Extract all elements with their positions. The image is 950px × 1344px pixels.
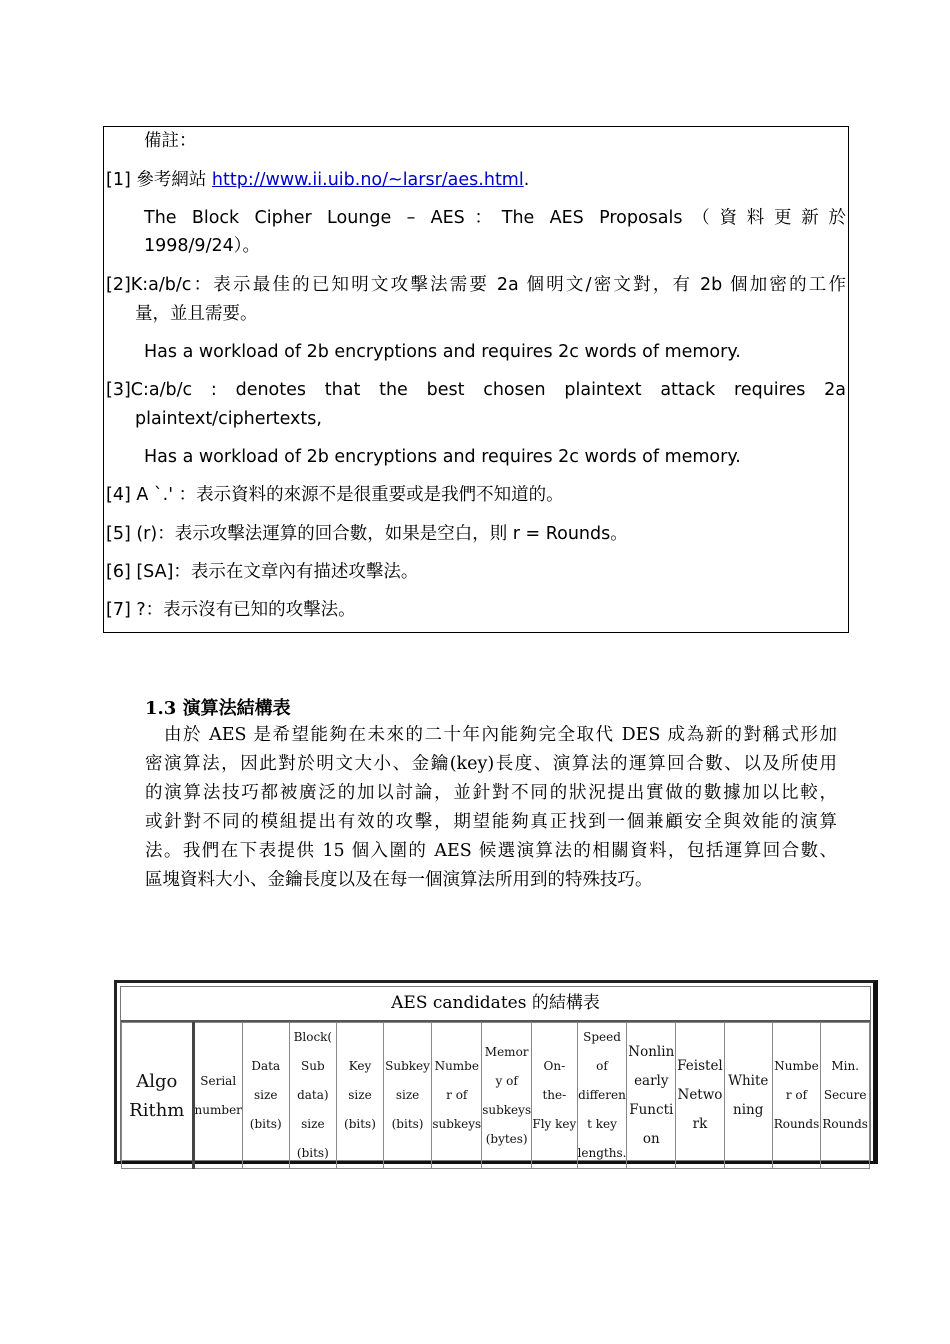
header-cell-algorithm (122, 1023, 194, 1169)
header-line: (bits) (249, 1117, 282, 1131)
header-cell-whitening (724, 1023, 772, 1169)
header-line: Sub (301, 1059, 325, 1073)
header-cell-key-size (337, 1023, 384, 1169)
header-cell-number-of-rounds (772, 1023, 821, 1169)
header-cell-serial (193, 1023, 242, 1169)
header-line: Block( (293, 1030, 333, 1044)
header-line: size (395, 1088, 420, 1102)
header-line: Fly key (532, 1117, 577, 1131)
note-1-suffix: . (523, 170, 530, 190)
header-line: size (254, 1088, 278, 1102)
header-line: of (596, 1059, 608, 1073)
table-header-row (122, 1023, 870, 1169)
header-line: Numbe (434, 1059, 479, 1073)
header-cell-feistel-network (676, 1023, 725, 1169)
header-cell-data-size (242, 1023, 289, 1169)
paragraph-line: 由於 AES 是希望能夠在未來的二十年內能夠完全取代 DES 成為新的對稱式形加 (145, 725, 837, 745)
note-1 (106, 166, 529, 194)
header-line: subkeys (482, 1102, 532, 1117)
header-line: r of (446, 1088, 468, 1102)
header-line: Rounds (822, 1117, 868, 1131)
section-title: 1.3 演算法結構表 (145, 698, 291, 719)
paragraph-line: 法。我們在下表提供 15 個入圍的 AES 候選演算法的相關資料，包括運算回合數、 (145, 841, 837, 861)
header-cell-memory-of-subkeys (482, 1023, 532, 1169)
note-5: [5] (r)：表示攻擊法運算的回合數，如果是空白，則 r = Rounds。 (106, 524, 628, 544)
paragraph-line: 或針對不同的模組提出有效的攻擊，期望能夠真正找到一個兼顧安全與效能的演算 (145, 812, 837, 832)
header-line: t key (587, 1117, 617, 1131)
table-title: AES candidates 的結構表 (121, 987, 870, 1022)
header-cell-speed (577, 1023, 627, 1169)
header-line: r of (785, 1088, 808, 1102)
header-line: number (194, 1102, 242, 1117)
note-3-line-1: [3]C:a/b/c : denotes that the best chosen plaintext attack requires 2a (106, 380, 846, 400)
header-line: Speed (583, 1030, 621, 1044)
note-2-line-1: [2]K:a/b/c：表示最佳的已知明文攻擊法需要 2a 個明文/密文對，有 2b 個加密的工作 (106, 275, 846, 295)
header-line: differen (578, 1088, 626, 1102)
header-line: Rounds (773, 1117, 820, 1131)
header-line: rk (692, 1116, 708, 1132)
header-cell-number-of-subkeys (432, 1023, 482, 1169)
notes-box (103, 126, 849, 633)
header-line: y of (495, 1073, 518, 1088)
header-line: Min. (831, 1059, 859, 1073)
header-cell-min-secure-rounds (821, 1023, 870, 1169)
note-6: [6] [SA]：表示在文章內有描述攻擊法。 (106, 562, 419, 582)
table-frame (120, 986, 871, 1161)
header-line: Subkey (385, 1059, 430, 1073)
header-line: Secure (823, 1088, 867, 1102)
note-3-line-2: plaintext/ciphertexts, (135, 409, 322, 429)
header-line: Algo (136, 1070, 178, 1092)
header-line: Functi (629, 1101, 674, 1118)
header-line: early (634, 1072, 669, 1089)
header-line: lengths. (577, 1146, 627, 1160)
header-line: subkeys (432, 1117, 482, 1131)
header-line: size (301, 1117, 325, 1131)
header-line: (bits) (391, 1117, 424, 1131)
note-1-prefix: [1] 參考網站 (106, 170, 212, 190)
header-line: Memor (484, 1044, 529, 1059)
header-line: Serial (200, 1073, 237, 1088)
header-cell-block-size (289, 1023, 337, 1169)
header-line: Key (348, 1059, 372, 1073)
header-cell-subkey-size (383, 1023, 432, 1169)
note-2-line-2: 量，並且需要。 (135, 304, 258, 324)
paragraph-line: 的演算法技巧都被廣泛的加以討論，並針對不同的狀況提出實做的數據加以比較， (145, 783, 837, 803)
header-line: data) (297, 1088, 329, 1102)
header-line: Feistel (677, 1058, 723, 1074)
header-line: On-the- (542, 1059, 567, 1102)
section-paragraph (145, 721, 837, 895)
header-line: Nonlin (628, 1043, 675, 1060)
notes-heading: 備註： (144, 131, 197, 151)
header-line: (bits) (296, 1146, 329, 1160)
header-cell-nonlinear-function (627, 1023, 676, 1169)
header-line: on (642, 1130, 660, 1147)
paragraph-line: 區塊資料大小、金鑰長度以及在每一個演算法所用到的特殊技巧。 (145, 870, 653, 890)
note-4: [4] A `.' ：表示資料的來源不是很重要或是我們不知道的。 (106, 485, 564, 505)
note-1-description: The Block Cipher Lounge – AES：The AES Proposals（資料更新於 (144, 208, 846, 228)
header-line: (bits) (344, 1117, 376, 1131)
note-2-english: Has a workload of 2b encryptions and requires 2c words of memory. (144, 342, 741, 362)
note-1-date: 1998/9/24）。 (144, 236, 260, 256)
paragraph-line: 密演算法，因此對於明文大小、金鑰(key)長度、演算法的運算回合數、以及所使用 (145, 754, 837, 774)
note-3-english: Has a workload of 2b encryptions and requires 2c words of memory. (144, 447, 741, 467)
note-7: [7] ?：表示沒有已知的攻擊法。 (106, 600, 356, 620)
header-line: Numbe (774, 1059, 819, 1073)
reference-link[interactable]: http://www.ii.uib.no/~larsr/aes.html (211, 170, 524, 190)
table-header (121, 1022, 870, 1169)
header-line: Rithm (129, 1099, 185, 1121)
header-line: White (728, 1072, 769, 1089)
header-line: size (348, 1088, 372, 1102)
header-line: (bytes) (485, 1131, 528, 1146)
aes-candidates-table (114, 980, 878, 1164)
header-line: Netwo (677, 1087, 723, 1103)
header-line: Data (251, 1059, 281, 1073)
header-line: ning (733, 1101, 764, 1118)
header-cell-on-the-fly-key (532, 1023, 577, 1169)
